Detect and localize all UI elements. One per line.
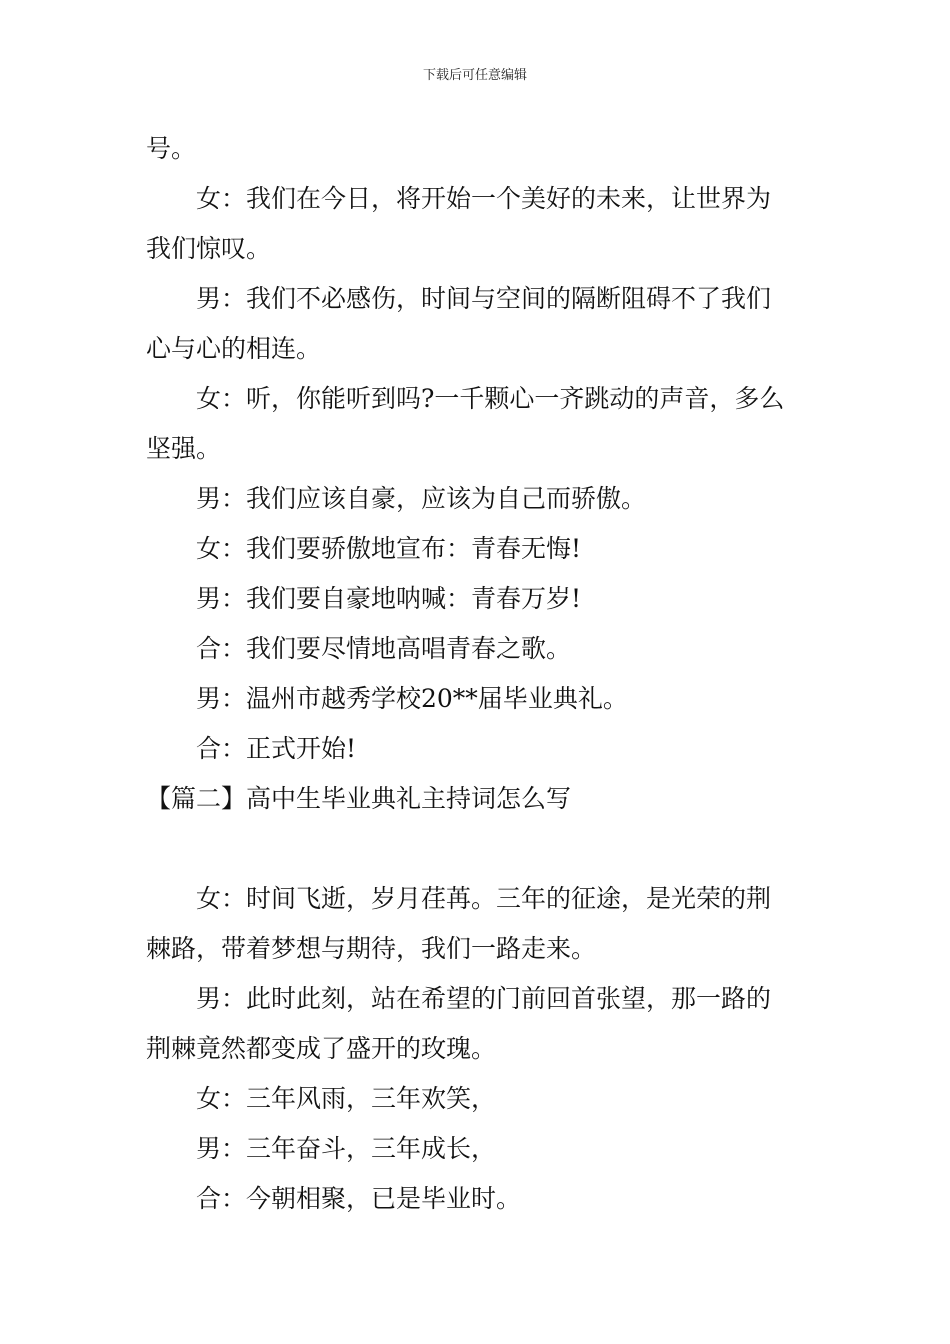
text-line: 女：时间飞逝，岁月荏苒。三年的征途，是光荣的荆 [196, 884, 772, 913]
blank-line [146, 824, 808, 874]
text-line: 心与心的相连。 [146, 334, 322, 363]
text-line: 男：我们要自豪地呐喊：青春万岁! [196, 584, 582, 613]
text-line: 号。 [146, 134, 197, 163]
text-line: 男：此时此刻，站在希望的门前回首张望，那一路的 [196, 984, 772, 1013]
text-line: 男：温州市越秀学校20**届毕业典礼。 [196, 684, 628, 713]
text-line: 合：今朝相聚，已是毕业时。 [196, 1184, 522, 1213]
text-line: 女：听，你能听到吗?一千颗心一齐跳动的声音，多么 [196, 384, 785, 413]
text-line: 棘路，带着梦想与期待，我们一路走来。 [146, 934, 597, 963]
text-line: 男：我们不必感伤，时间与空间的隔断阻碍不了我们 [196, 284, 772, 313]
text-line: 男：我们应该自豪，应该为自己而骄傲。 [196, 484, 647, 513]
text-line: 男：三年奋斗，三年成长， [196, 1134, 497, 1163]
page-header: 下载后可任意编辑 [422, 68, 527, 83]
text-line: 坚强。 [146, 434, 222, 463]
document-body [146, 124, 808, 1224]
text-line: 我们惊叹。 [146, 234, 272, 263]
text-line: 女：我们要骄傲地宣布：青春无悔! [196, 534, 582, 563]
text-line: 女：三年风雨，三年欢笑， [196, 1084, 497, 1113]
text-line: 女：我们在今日，将开始一个美好的未来，让世界为 [196, 184, 772, 213]
text-line: 合：正式开始! [196, 734, 357, 763]
text-line: 合：我们要尽情地高唱青春之歌。 [196, 634, 572, 663]
text-line: 荆棘竟然都变成了盛开的玫瑰。 [146, 1034, 497, 1063]
section-heading: 【篇二】高中生毕业典礼主持词怎么写 [146, 784, 572, 813]
